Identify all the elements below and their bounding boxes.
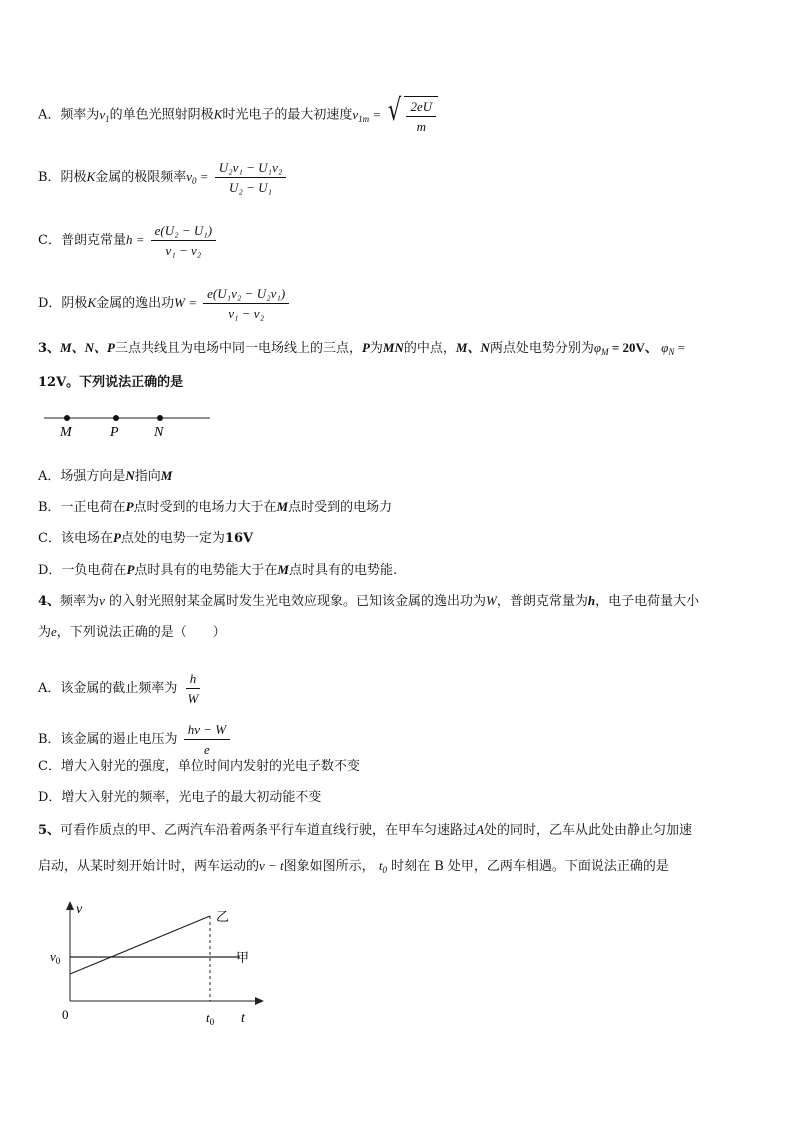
q3-text1: 三点共线且为电场中同一电场线上的三点， <box>114 341 362 356</box>
q2-d-frac: $\frac{\text{e(U₁v₂ − U₂v₁)}}{\text{v₁ − v₂}}$ <box>203 286 289 321</box>
jia-label: 甲 <box>236 951 250 966</box>
q2-d-text2: 金属的逸出功 <box>96 296 175 311</box>
q2-c-frac: $\frac{\text{e(U₂ − U₁)}}{\text{v₁ − v₂}}$ <box>151 223 217 258</box>
v0-label: $v_0$ <box>50 949 61 966</box>
q2-d-text: D．阴极 <box>38 296 88 311</box>
q5-stem-line2: 启动，从某时刻开始计时，两车运动的v − t图象如图所示， $t_0$ 时刻在 B 处甲，乙两车相遇。下面说法正确的是 <box>38 858 669 875</box>
q2-b-text2: 金属的极限频率 <box>95 170 187 185</box>
q3-stem-line1 <box>38 339 685 361</box>
line-yi <box>70 916 210 974</box>
q2-a-nu: $v_1$ <box>99 106 110 124</box>
v-axis-label: v <box>76 902 83 917</box>
q2-a-text2: 的单色光照射阴极 <box>109 107 214 123</box>
origin-label: 0 <box>62 1007 69 1022</box>
q4-option-a: A．该金属的截止频率为 $\frac{h}{W}$ <box>38 671 199 706</box>
t-axis-arrow <box>255 997 264 1005</box>
q4-option-b: B．该金属的遏止电压为 $\frac{h\nu - W}{e}$ <box>38 722 232 757</box>
q5-stem-line1: 5、可看作质点的甲、乙两汽车沿着两条平行车道直线行驶，在甲车匀速路过A处的同时，乙车从此处由静止匀加速 <box>38 822 693 838</box>
q3-option-b: B．一正电荷在P点时受到的电场力大于在M点时受到的电场力 <box>38 499 393 515</box>
q3-mnp: M、N、P <box>60 340 115 355</box>
q5-vt-graph <box>40 896 270 1036</box>
q2-option-a <box>38 93 438 134</box>
q4-option-d: D．增大入射光的频率，光电子的最大初动能不变 <box>38 790 322 805</box>
point-p <box>113 415 119 421</box>
q2-b-k: K <box>86 169 96 184</box>
q3-stem-line2 <box>38 374 183 392</box>
q3-m-n: M、N <box>455 340 490 355</box>
q4-stem-line2: 为e，下列说法正确的是（ ） <box>38 624 226 640</box>
q3-phi-m: $\varphi_M = 20V$、 <box>593 340 658 357</box>
q2-b-v0: $v_0$ = <box>186 169 209 186</box>
q3-number: 3、 <box>38 341 61 356</box>
point-n <box>157 415 163 421</box>
q3-text5: 12V。下列说法正确的是 <box>38 375 184 390</box>
q3-option-a: A．场强方向是N指向M <box>38 468 173 484</box>
q3-text2: 为 <box>369 341 383 356</box>
q3-phi-n: $\varphi_N$ = <box>661 340 685 357</box>
q3-text3: 的中点， <box>403 341 456 356</box>
q2-a-vmax: $v_{1m}$ = <box>352 106 382 124</box>
q3-p: P <box>361 340 370 355</box>
q2-a-k: K <box>213 106 223 122</box>
point-m <box>64 415 70 421</box>
label-n: N <box>154 425 164 440</box>
yi-label: 乙 <box>216 910 230 925</box>
q3-text4: 两点处电势分别为 <box>489 341 594 356</box>
q4-stem-line1: 4、频率为ν 的入射光照射某金属时发生光电效应现象。已知该金属的逸出功为W，普朗克常量为h，电子电荷量大小 <box>38 593 700 609</box>
q2-option-c <box>38 223 218 258</box>
q2-option-d <box>38 286 291 321</box>
q2-d-k: K <box>87 295 97 310</box>
q3-option-c: C．该电场在P点处的电势一定为16V <box>38 530 254 546</box>
t-axis-label: t <box>241 1011 245 1026</box>
q2-d-w: W = <box>174 295 197 310</box>
q2-c-h: h = <box>125 232 145 247</box>
q2-c-text: C．普朗克常量 <box>38 233 126 248</box>
q4-option-c: C．增大入射光的强度，单位时间内发射的光电子数不变 <box>38 759 360 774</box>
q2-b-frac: $\frac{\text{U₂v₁ − U₁v₂}}{\text{U₂ − U₁}}$ <box>215 160 287 195</box>
q2-a-text: A．频率为 <box>38 107 100 123</box>
q2-a-sqrt: √ $\frac{2eU}{m}$ <box>385 96 438 134</box>
label-p: P <box>110 425 119 440</box>
q3-field-line-figure <box>40 408 220 442</box>
q2-a-text3: 时光电子的最大初速度 <box>222 107 353 123</box>
q3-option-d: D．一负电荷在P点时具有的电势能大于在M点时具有的电势能. <box>38 562 398 578</box>
q2-option-b <box>38 160 288 195</box>
t0-label: $t_0$ <box>206 1010 215 1027</box>
v-axis-arrow <box>66 901 74 910</box>
label-m: M <box>60 425 72 440</box>
q3-mn: MN <box>382 340 404 355</box>
q2-b-text: B．阴极 <box>38 170 87 185</box>
